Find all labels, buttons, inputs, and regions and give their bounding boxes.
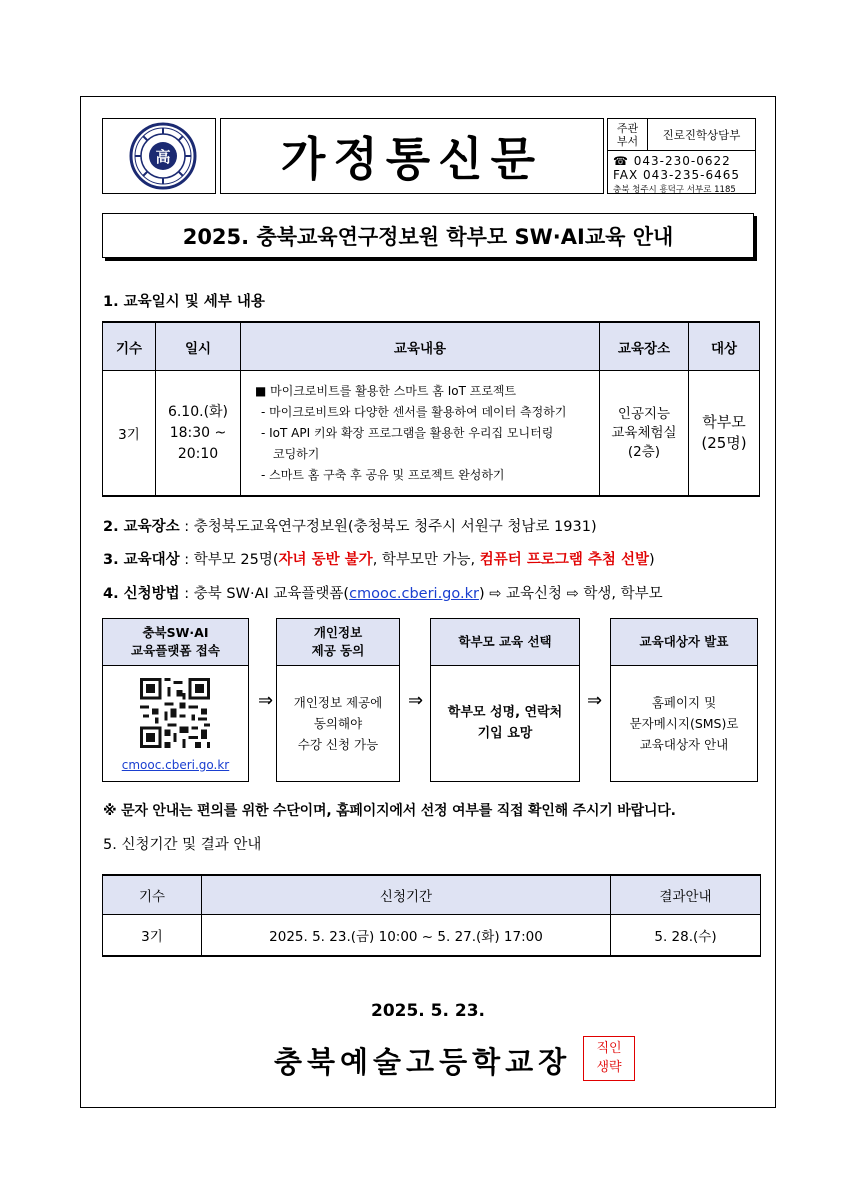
col-target: 대상: [689, 322, 760, 371]
section1-heading: 1. 교육일시 및 세부 내용: [103, 294, 265, 310]
term-cell: 3기: [103, 915, 202, 957]
school-emblem-icon: [103, 119, 215, 193]
principal-signature: 충북예술고등학교장: [274, 1045, 572, 1079]
period-table: [102, 874, 761, 957]
period-cell: 2025. 5. 23.(금) 10:00 ~ 5. 27.(화) 17:00: [202, 915, 611, 957]
term-cell: 3기: [103, 371, 156, 497]
subtitle-box: [102, 213, 754, 258]
flow-step-consent: 개인정보 제공 동의 개인정보 제공에 동의해야 수강 신청 가능: [276, 618, 400, 782]
target-cell: 학부모 (25명): [689, 371, 760, 497]
issue-date: 2025. 5. 23.: [370, 1001, 485, 1021]
content-cell: [241, 371, 600, 497]
flow-arrow: ⇒: [408, 690, 424, 711]
content-title: ■ 마이크로비트를 활용한 스마트 홈 IoT 프로젝트: [255, 383, 517, 398]
no-children-note: 자녀 동반 불가: [278, 552, 373, 568]
subtitle: 2025. 충북교육연구정보원 학부모 SW·AI교육 안내: [182, 224, 674, 249]
qr-caption-link[interactable]: cmooc.cberi.go.kr: [121, 758, 230, 772]
title-box: [220, 118, 604, 194]
section4-line: 4. 신청방법 : 충북 SW·AI 교육플랫폼(cmooc.cberi.go.kr) ⇨ 교육신청 ⇨ 학생, 학부모: [103, 586, 663, 602]
tel-number: ☎ 043-230-0622: [613, 154, 731, 168]
flow-step-platform: 충북SW·AI 교육플랫폼 접속 cmooc.cberi.go.kr: [102, 618, 249, 782]
flow-step-announce: 교육대상자 발표 홈페이지 및 문자메시지(SMS)로 교육대상자 안내: [610, 618, 758, 782]
section2-line: [103, 515, 597, 536]
col-content: 교육내용: [241, 322, 600, 371]
table-row: [103, 915, 761, 957]
col-term: 기수: [103, 322, 156, 371]
col-result: 결과안내: [611, 875, 761, 915]
school-emblem-box: [102, 118, 216, 194]
section2-label: 2. 교육장소: [103, 519, 180, 535]
flow-arrow: ⇒: [258, 690, 274, 711]
flow-arrow: ⇒: [587, 690, 603, 711]
table-row: [103, 371, 760, 497]
emblem-char: 高: [155, 148, 171, 166]
place-cell: 인공지능 교육체험실 (2층): [600, 371, 689, 497]
contact-info-box: [607, 118, 756, 194]
page-title: 가정통신문: [280, 132, 544, 186]
official-seal: 직인 생략: [583, 1036, 635, 1081]
col-place: 교육장소: [600, 322, 689, 371]
section2-text: : 충청북도교육연구정보원(충청북도 청주시 서원구 청남로 1931): [179, 519, 597, 535]
content-item-cont: 코딩하기: [273, 446, 320, 461]
school-address: 충북 청주시 흥덕구 서부로 1185: [613, 185, 736, 195]
section5-heading: 5. 신청기간 및 결과 안내: [103, 837, 262, 853]
platform-link[interactable]: cmooc.cberi.go.kr: [349, 586, 479, 602]
fax-number: FAX 043-235-6465: [613, 168, 741, 182]
dept-value: 진로진학상담부: [648, 119, 755, 151]
col-term: 기수: [103, 875, 202, 915]
col-period: 신청기간: [202, 875, 611, 915]
lottery-note: 컴퓨터 프로그램 추첨 선발: [479, 552, 650, 568]
result-cell: 5. 28.(수): [611, 915, 761, 957]
qr-code-icon[interactable]: [137, 675, 213, 751]
dept-label: 주관 부서: [608, 119, 648, 151]
date-cell: 6.10.(화) 18:30 ~ 20:10: [156, 371, 241, 497]
schedule-table: [102, 321, 760, 497]
content-item: - IoT API 키와 확장 프로그램을 활용한 우리집 모니터링: [261, 425, 554, 440]
content-item: - 스마트 홈 구축 후 공유 및 프로젝트 완성하기: [261, 467, 505, 482]
section3-label: 3. 교육대상: [103, 552, 180, 568]
section3-line: 3. 교육대상 : 학부모 25명(자녀 동반 불가, 학부모만 가능, 컴퓨터 프로그램 추첨 선발): [103, 552, 655, 568]
flow-step-select: 학부모 교육 선택 학부모 성명, 연락처 기입 요망: [430, 618, 580, 782]
content-item: - 마이크로비트와 다양한 센서를 활용하여 데이터 측정하기: [261, 404, 567, 419]
col-date: 일시: [156, 322, 241, 371]
notice-text: ※ 문자 안내는 편의를 위한 수단이며, 홈페이지에서 선정 여부를 직접 확인해 주시기 바랍니다.: [103, 803, 676, 819]
section4-label: 4. 신청방법: [103, 586, 180, 602]
